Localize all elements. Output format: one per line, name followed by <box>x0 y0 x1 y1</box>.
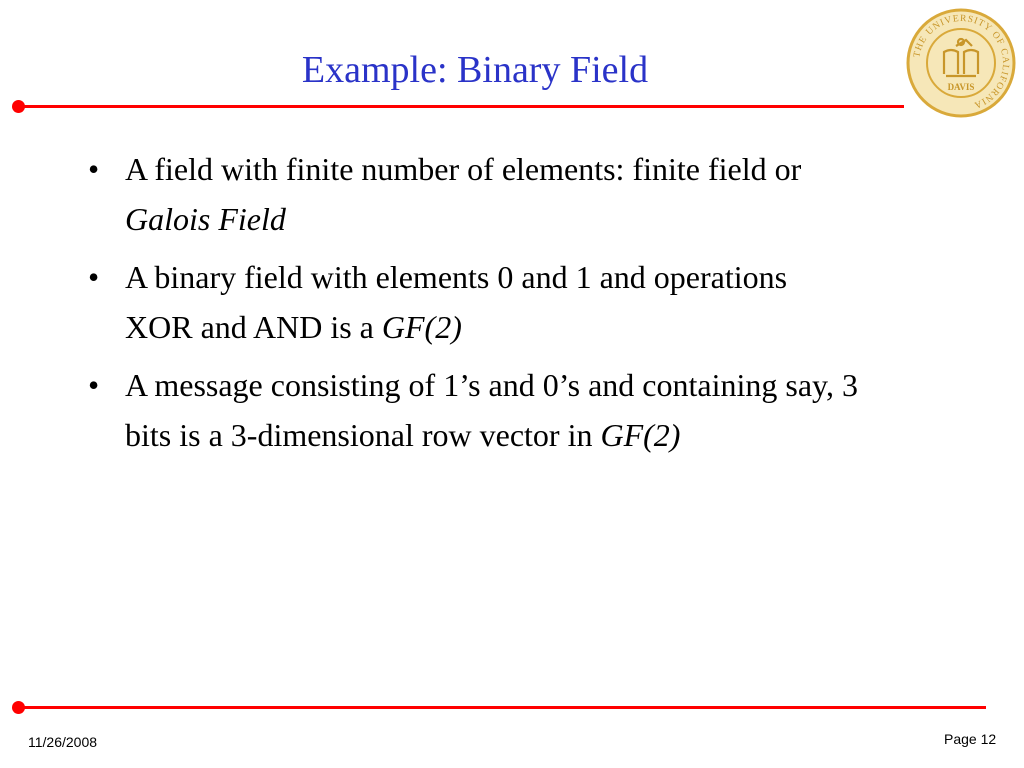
bullet-text: A binary field with elements 0 and 1 and operations XOR and AND is a <box>125 259 788 345</box>
slide-title: Example: Binary Field <box>301 49 649 91</box>
seal-center-text: DAVIS <box>947 82 975 92</box>
university-seal-logo <box>906 8 1016 118</box>
footer-divider-line <box>18 706 986 709</box>
bullet-emphasis: GF(2) <box>381 309 462 345</box>
page-number: Page 12 <box>944 731 997 747</box>
divider-dot-icon <box>12 100 25 113</box>
bullet-item <box>88 360 858 460</box>
bullet-text: A field with finite number of elements: finite field or <box>125 151 802 187</box>
bullet-emphasis: GF(2) <box>600 417 681 453</box>
footer-date: 11/26/2008 <box>28 734 98 750</box>
seal-ring-text: THE UNIVERSITY OF CALIFORNIA <box>912 13 1011 110</box>
bullet-dot-icon: • <box>88 259 100 295</box>
bullet-text: A message consisting of 1’s and 0’s and containing say, 3 bits is a 3-dimensional row vector in <box>125 367 858 453</box>
divider-dot-icon <box>12 701 25 714</box>
bullet-list <box>88 144 858 468</box>
bullet-dot-icon: • <box>88 151 100 187</box>
bullet-dot-icon: • <box>88 367 100 403</box>
bullet-item <box>88 252 858 352</box>
bullet-emphasis: Galois Field <box>125 201 286 237</box>
title-divider-line <box>18 105 904 108</box>
bullet-item <box>88 144 858 244</box>
